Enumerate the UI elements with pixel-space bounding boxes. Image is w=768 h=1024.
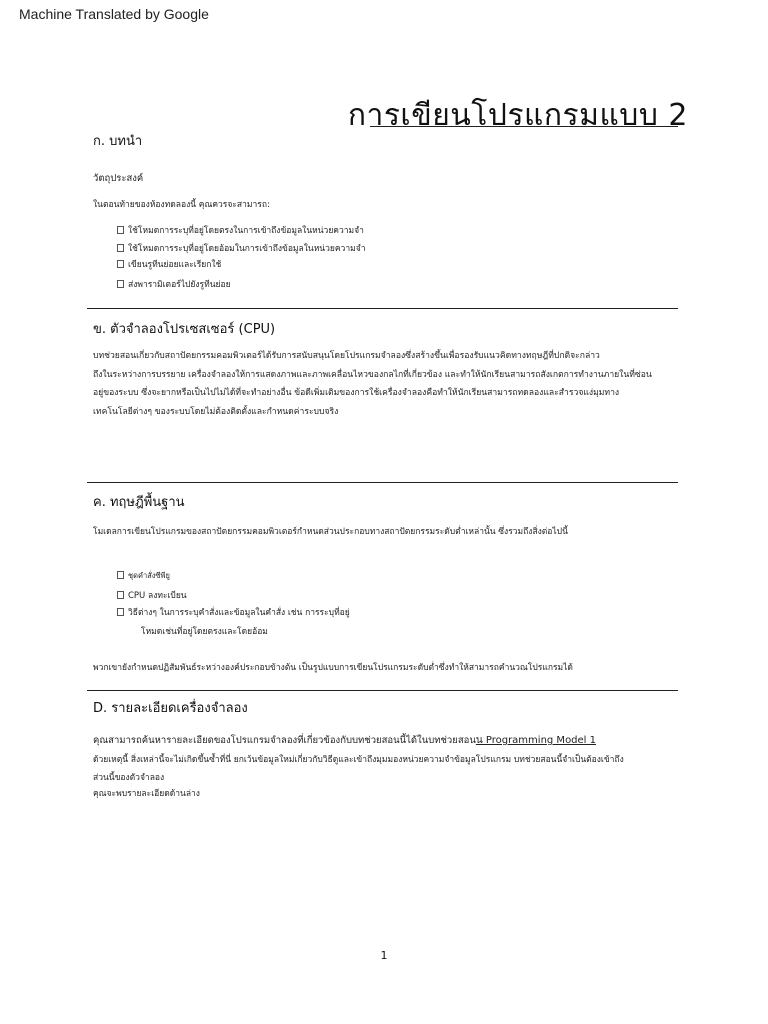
- title-underline: [370, 126, 678, 127]
- paragraph-line: อยู่ของระบบ ซึ่งจะยากหรือเป็นไปไม่ได้ที่จะทำอย่างอื่น ข้อดีเพิ่มเติมของการใช้เครื่องจำลองคือทำให้นักเรียนสามารถทดลองและสำรวจแง่มุมทาง: [93, 388, 620, 398]
- list-item-text: เขียนรูทีนย่อยและเรียกใช้: [128, 260, 222, 270]
- page-number: 1: [380, 949, 388, 962]
- bullet-box-icon: [117, 226, 124, 234]
- bullet-box-icon: [117, 280, 124, 288]
- list-item: [117, 277, 231, 291]
- section-b-heading: ข. ตัวจำลองโปรเซสเซอร์ (CPU): [93, 322, 276, 337]
- section-d-line3: ส่วนนี้ของตัวจำลอง: [93, 773, 165, 783]
- list-item: [117, 257, 221, 271]
- paragraph-line: ถึงในระหว่างการบรรยาย เครื่องจำลองให้การแสดงภาพและภาพเคลื่อนไหวของกลไกที่เกี่ยวข้อง และทำให้นักเรียนสามารถสังเกตการทำงานภายในที่ซ่อน: [93, 369, 652, 380]
- section-a-intro: ในตอนท้ายของห้องทดลองนี้ คุณควรจะสามารถ:: [93, 200, 270, 210]
- section-divider: [87, 308, 678, 309]
- list-item-text: CPU ลงทะเบียน: [128, 591, 187, 601]
- section-c-heading: ค. ทฤษฎีพื้นฐาน: [93, 495, 185, 510]
- objectives-label: วัตถุประสงค์: [93, 173, 144, 184]
- section-d-line4: คุณจะพบรายละเอียดด้านล่าง: [93, 789, 200, 799]
- list-item: [117, 605, 350, 619]
- list-item-text: ชุดคำสั่งซีพียู: [128, 571, 170, 580]
- section-b-paragraph: [93, 347, 673, 421]
- section-c-intro: โมเดลการเขียนโปรแกรมของสถาปัตยกรรมคอมพิวเตอร์กำหนดส่วนประกอบทางสถาปัตยกรรมระดับต่ำเหล่านั้น ซึ่งรวมถึงสิ่งต่อไปนี้: [93, 527, 568, 537]
- section-d-line1-text: คุณสามารถค้นหารายละเอียดของโปรแกรมจำลองที่เกี่ยวข้องกับบทช่วยสอนนี้ได้ในบทช่วยสอน: [93, 735, 476, 746]
- bullet-box-icon: [117, 571, 124, 579]
- list-item: [117, 570, 170, 582]
- section-d-heading: D. รายละเอียดเครื่องจำลอง: [93, 701, 248, 716]
- machine-translation-banner: Machine Translated by Google: [19, 6, 209, 22]
- bullet-box-icon: [117, 591, 124, 599]
- section-divider: [87, 482, 678, 483]
- list-item: [117, 588, 187, 602]
- bullet-box-icon: [117, 244, 124, 252]
- section-c-outro: พวกเขายังกำหนดปฏิสัมพันธ์ระหว่างองค์ประกอบข้างต้น เป็นรูปแบบการเขียนโปรแกรมระดับต่ำซึ่งทำให้สามารถคำนวณโปรแกรมได้: [93, 663, 573, 673]
- section-divider: [87, 690, 678, 691]
- section-a-heading: ก. บทนำ: [93, 134, 143, 149]
- list-item-text: วิธีต่างๆ ในการระบุคำสั่งและข้อมูลในคำสั่ง เช่น การระบุที่อยู่: [128, 608, 350, 618]
- paragraph-line: บทช่วยสอนเกี่ยวกับสถาปัตยกรรมคอมพิวเตอร์ได้รับการสนับสนุนโดยโปรแกรมจำลองซึ่งสร้างขึ้นเพื่อรองรับแนวคิดทางทฤษฎีที่ปกติจะกล่าว: [93, 351, 600, 361]
- list-item-text: ส่งพารามิเตอร์ไปยังรูทีนย่อย: [128, 280, 231, 290]
- document-title: การเขียนโปรแกรมแบบ 2: [347, 98, 688, 133]
- bullet-box-icon: [117, 608, 124, 616]
- programming-model-1-link[interactable]: น Programming Model 1: [475, 735, 596, 746]
- bullet-box-icon: [117, 260, 124, 268]
- section-d-line1: [93, 733, 602, 748]
- paragraph-line: เทคโนโลยีต่างๆ ของระบบโดยไม่ต้องติดตั้งและกำหนดค่าระบบจริง: [93, 406, 339, 417]
- list-item: [117, 223, 364, 237]
- list-item-text: ใช้โหมดการระบุที่อยู่โดยอ้อมในการเข้าถึงข้อมูลในหน่วยความจำ: [128, 244, 366, 254]
- list-item: [117, 241, 365, 255]
- section-d-line2: ด้วยเหตุนี้ สิ่งเหล่านี้จะไม่เกิดขึ้นซ้ำที่นี่ ยกเว้นข้อมูลใหม่เกี่ยวกับวิธีดูและเข้าถึงมุมมองหน่วยความจำข้อมูลโปรแกรม บทช่วยสอนนี้จำเป็นต้องเข้าถึง: [93, 755, 624, 765]
- list-item-continuation: โหมดเช่นที่อยู่โดยตรงและโดยอ้อม: [141, 627, 268, 637]
- list-item-text: ใช้โหมดการระบุที่อยู่โดยตรงในการเข้าถึงข้อมูลในหน่วยความจำ: [128, 226, 364, 236]
